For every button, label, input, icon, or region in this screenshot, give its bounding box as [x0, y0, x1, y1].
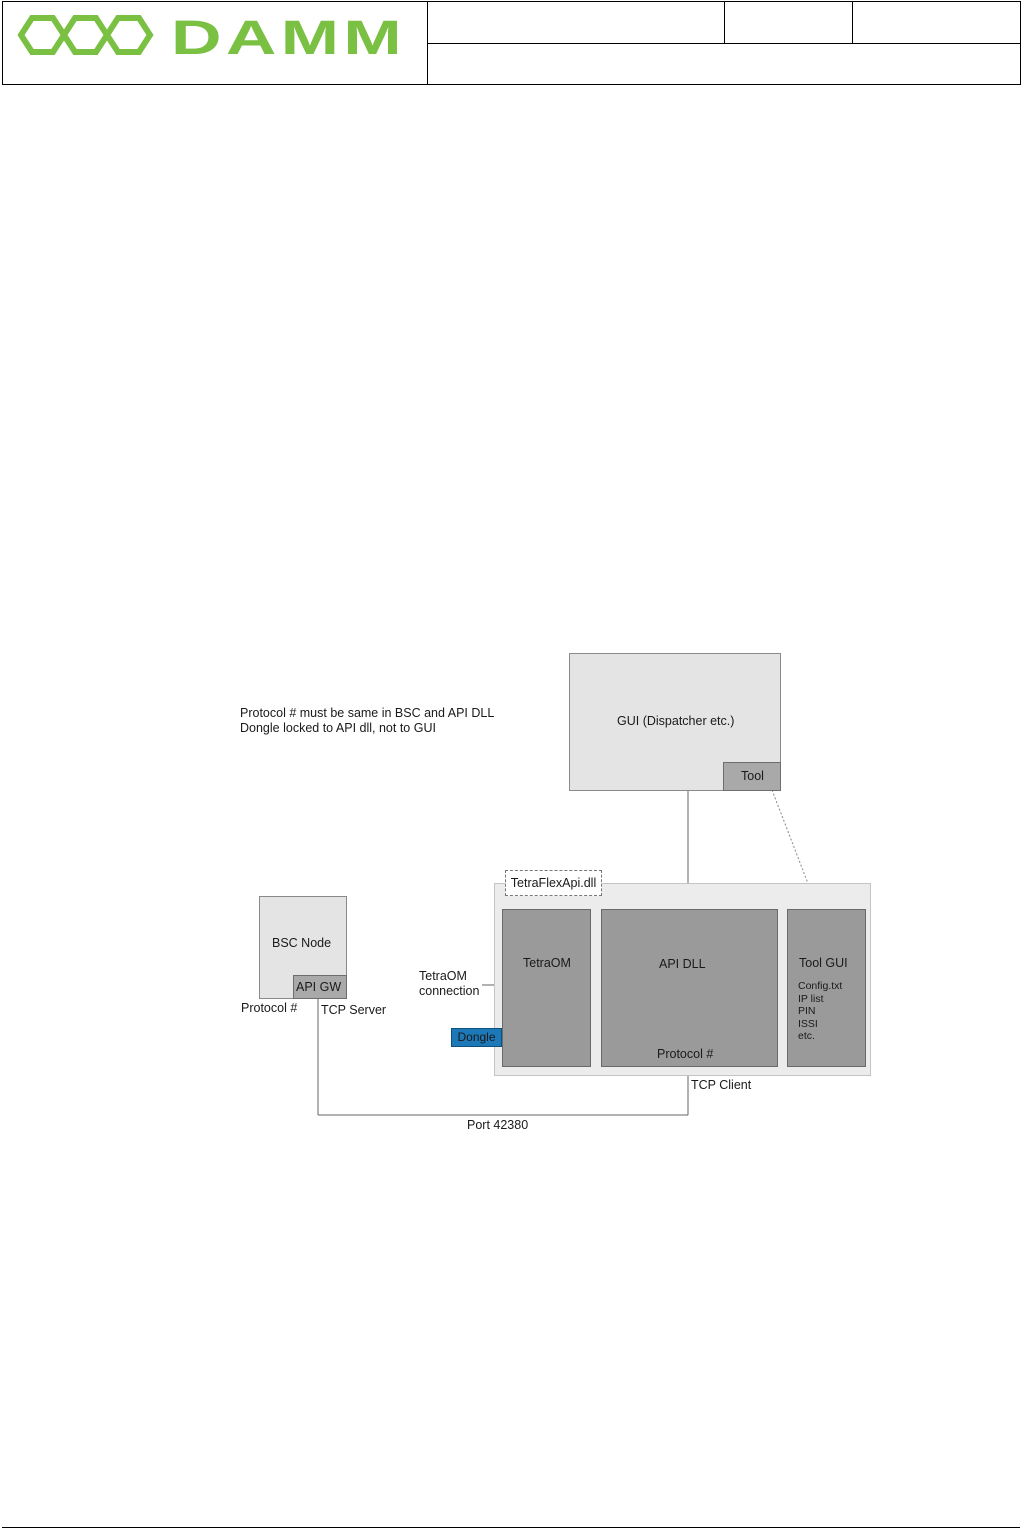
tetraflexapi-dll-label: TetraFlexApi.dll [505, 870, 602, 896]
tool-gui-items [798, 980, 842, 1043]
api-gw-label: API GW [296, 980, 342, 994]
note-line-1: Protocol # must be same in BSC and API DLL [240, 706, 495, 720]
note-line-2: Dongle locked to API dll, not to GUI [240, 721, 436, 735]
logo-wordmark: DAMM [171, 12, 406, 60]
tetraom-connection-label-1: TetraOM [419, 969, 467, 983]
tetraom-connection-label-2: connection [419, 984, 480, 998]
api-dll-protocol-label: Protocol # [657, 1047, 714, 1061]
bsc-node-label: BSC Node [272, 936, 332, 950]
tool-box [723, 762, 781, 791]
tool-gui-item: Config.txt [798, 980, 843, 992]
tool-gui-item: etc. [798, 1030, 815, 1042]
tetraom-label: TetraOM [523, 956, 571, 970]
tool-gui-item: ISSI [798, 1017, 818, 1030]
api-dll-box [601, 909, 778, 1067]
api-dll-label: API DLL [659, 957, 706, 971]
port-label: Port 42380 [467, 1118, 529, 1132]
tool-gui-item: PIN [798, 1005, 816, 1017]
tool-gui-item: IP list [798, 992, 824, 1005]
tcp-server-label: TCP Server [321, 1003, 387, 1017]
api-gw-box [293, 975, 347, 999]
tool-gui-label: Tool GUI [799, 956, 848, 970]
diagram-note [240, 706, 494, 736]
tetraom-box [502, 909, 591, 1067]
dongle-box: Dongle [451, 1028, 502, 1047]
tcp-client-label: TCP Client [691, 1078, 752, 1092]
footer-rule [2, 1527, 1020, 1528]
tool-label: Tool [741, 769, 764, 783]
bsc-protocol-label: Protocol # [241, 1001, 298, 1015]
gui-dispatcher-label: GUI (Dispatcher etc.) [617, 714, 735, 728]
